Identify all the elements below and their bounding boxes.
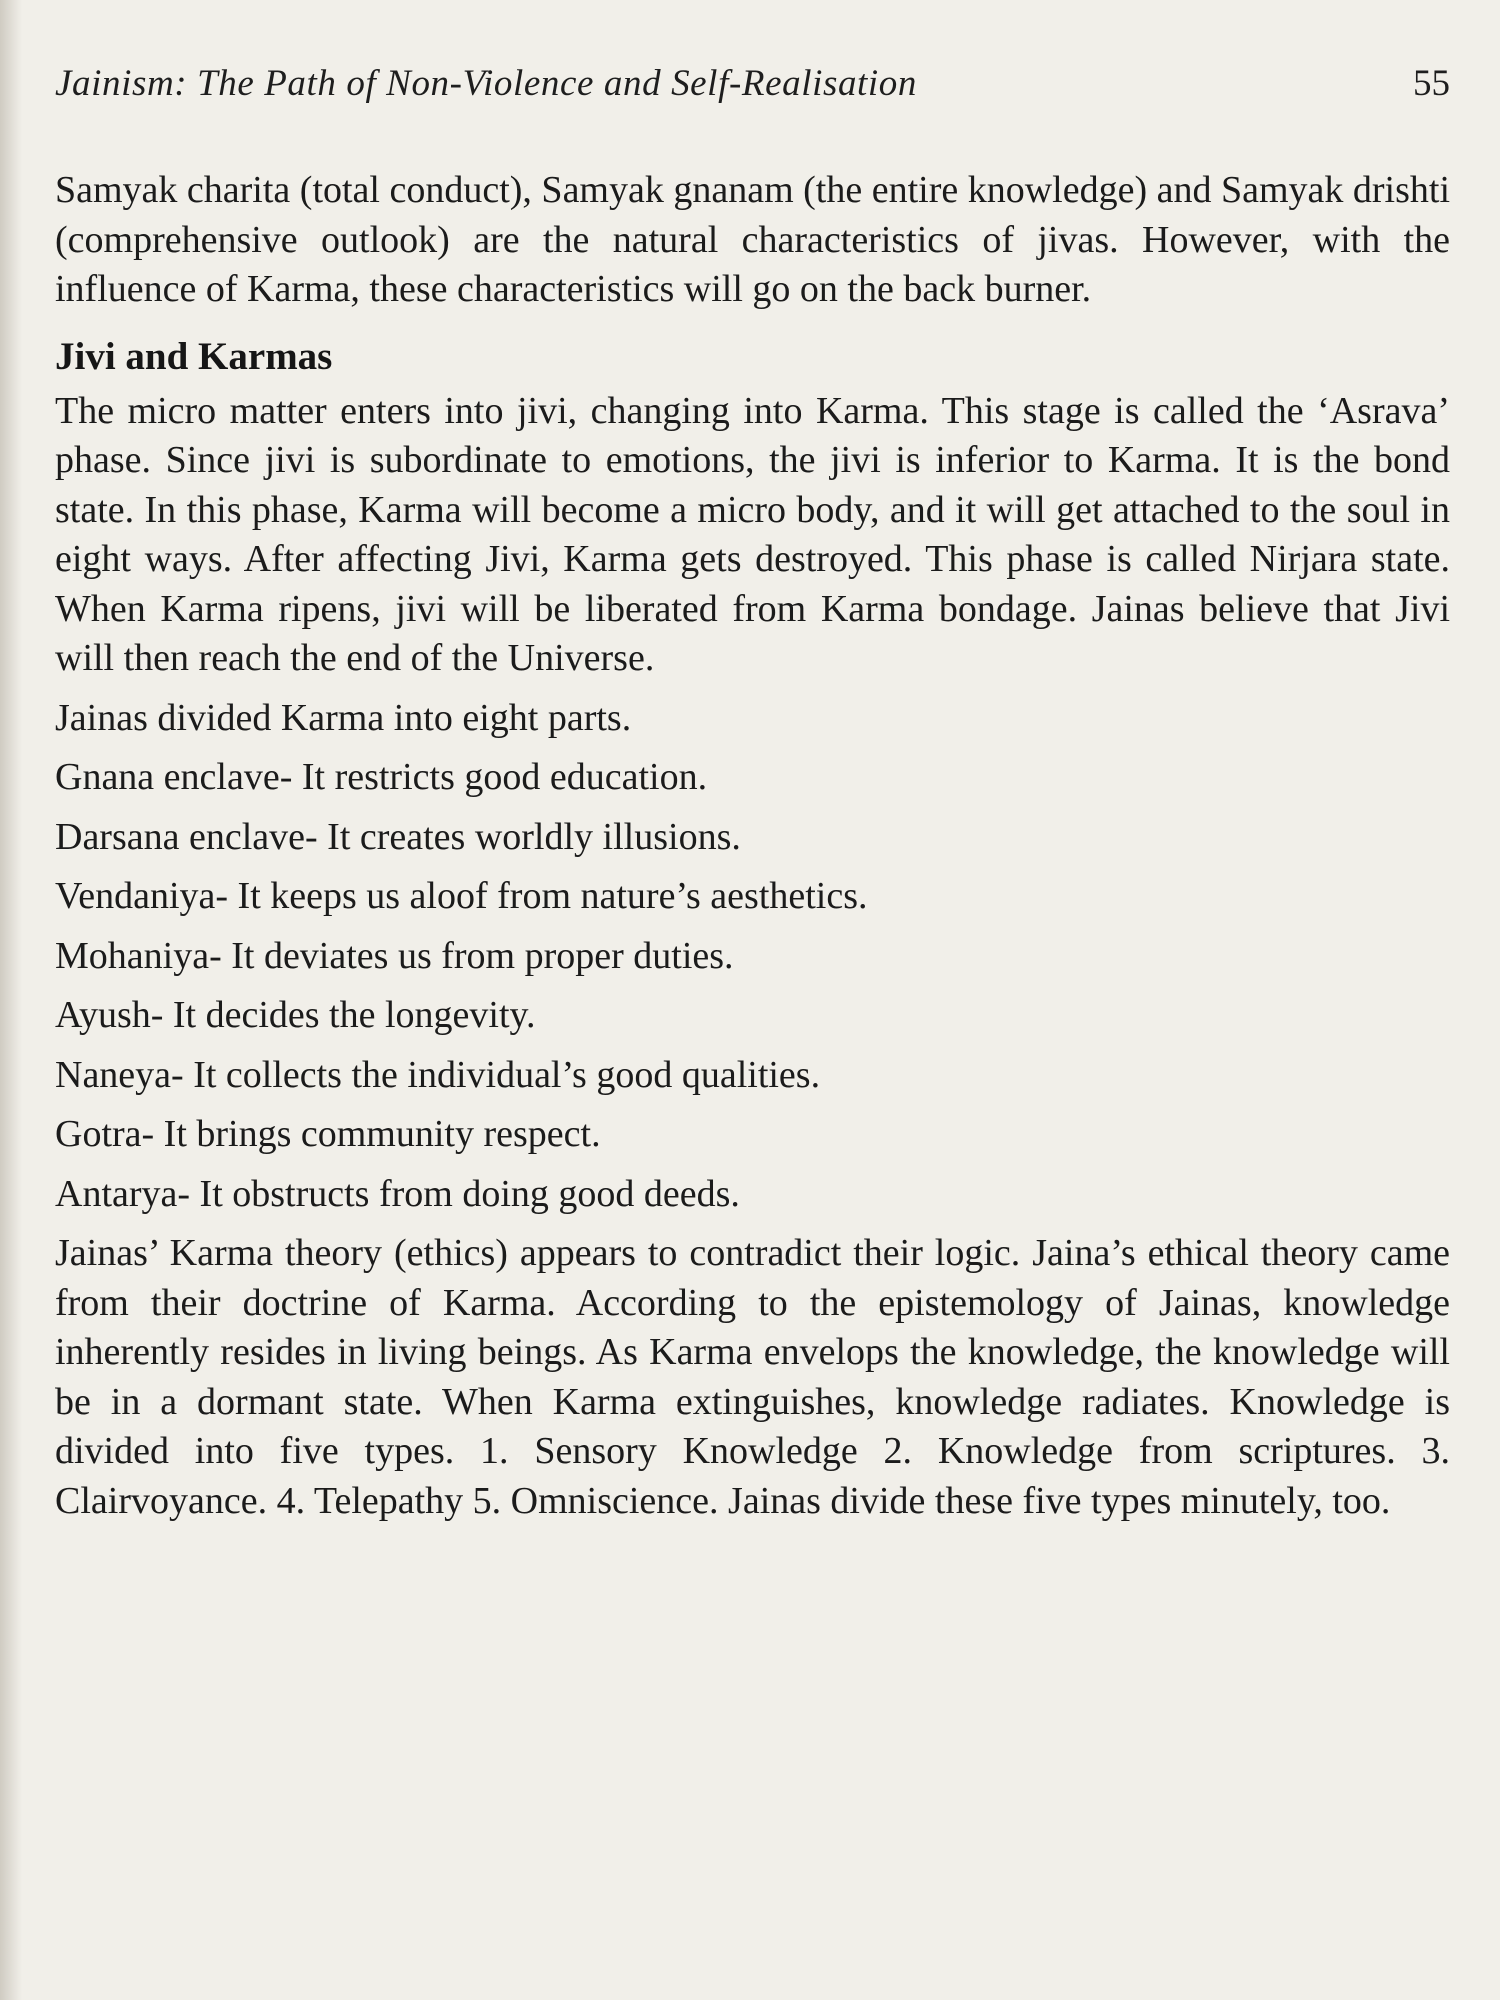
karma-type-item: Naneya- It collects the individual’s good qualities. xyxy=(55,1053,821,1096)
paragraph-karma-theory: Jainas’ Karma theory (ethics) appears to contradict their logic. Jaina’s ethical theory came from their doctrine of Karma. According to the epistemology of Jainas, knowledge inherently resides in living beings. As Karma envelops the knowledge, the knowledge will be in a dormant state. When Karma extinguishes, knowledge radiates. Knowledge is divided into five types. 1. Sensory Knowledge 2. Knowledge from scriptures. 3. Clairvoyance. 4. Telepathy 5. Omniscience. Jainas divide these five types minutely, too. xyxy=(55,1232,1450,1522)
karma-type-item: Darsana enclave- It creates worldly illusions. xyxy=(55,815,741,858)
page-number: 55 xyxy=(1413,63,1450,104)
karma-type-item: Gotra- It brings community respect. xyxy=(55,1113,601,1155)
karma-type-item: Vendaniya- It keeps us aloof from nature’s aesthetics. xyxy=(55,875,868,917)
karma-intro-line: Jainas divided Karma into eight parts. xyxy=(55,696,632,739)
section-heading: Jivi and Karmas xyxy=(55,334,333,378)
paragraph-jivi-karma: The micro matter enters into jivi, changing into Karma. This stage is called the ‘Asrava’ phase. Since jivi is subordinate to emotions, the jivi is inferior to Karma. It is the bond state. In this phase, Karma will become a micro body, and it will get attached to the soul in eight ways. After affecting Jivi, Karma gets destroyed. This phase is called Nirjara state. When Karma ripens, jivi will be liberated from Karma bondage. Jainas believe that Jivi will then reach the end of the Universe. xyxy=(55,389,1450,679)
page-header xyxy=(55,62,1450,122)
page-body xyxy=(55,166,1450,1526)
karma-type-item: Mohaniya- It deviates us from proper duties. xyxy=(55,934,734,977)
running-title: Jainism: The Path of Non-Violence and Self-Realisation xyxy=(55,63,918,104)
karma-type-item: Ayush- It decides the longevity. xyxy=(55,994,536,1036)
page-gutter-shadow xyxy=(0,0,22,2000)
paragraph-intro: Samyak charita (total conduct), Samyak gnanam (the entire knowledge) and Samyak drishti (comprehensive outlook) are the natural characteristics of jivas. However, with the influence of Karma, these characteristics will go on the back burner. xyxy=(55,169,1451,310)
karma-type-item: Gnana enclave- It restricts good education. xyxy=(55,756,708,798)
karma-type-item: Antarya- It obstructs from doing good deeds. xyxy=(55,1172,740,1215)
